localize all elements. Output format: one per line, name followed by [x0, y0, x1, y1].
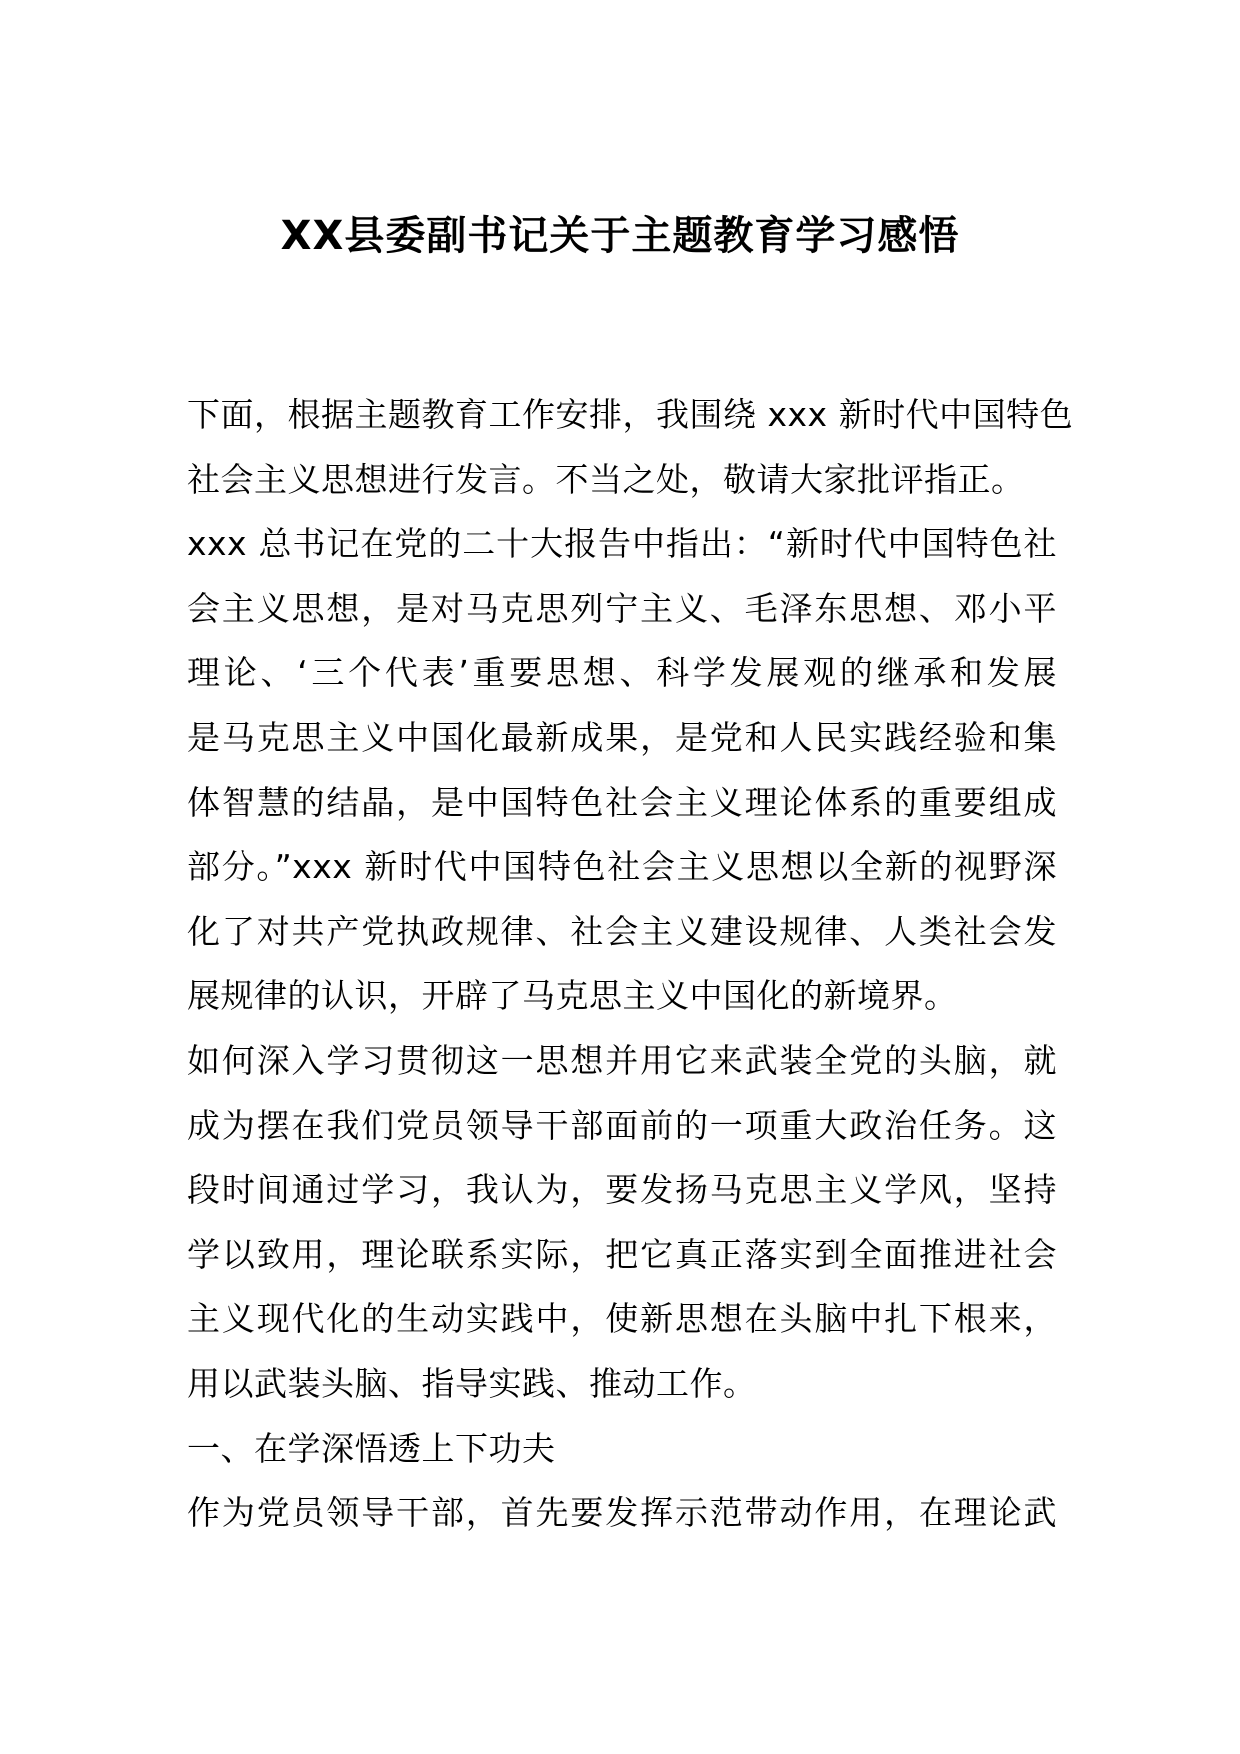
body-line: xxx 总书记在党的二十大报告中指出：“新时代中国特色社 — [187, 524, 1057, 564]
body-line: 理论、‘三个代表’重要思想、科学发展观的继承和发展 — [187, 653, 1057, 693]
document-body — [187, 383, 1074, 1546]
body-line: 如何深入学习贯彻这一思想并用它来武装全党的头脑，就 — [187, 1040, 1057, 1080]
body-line: 会主义思想，是对马克思列宁主义、毛泽东思想、邓小平 — [187, 588, 1057, 628]
body-line: 成为摆在我们党员领导干部面前的一项重大政治任务。这 — [187, 1105, 1057, 1145]
section-heading: 一、在学深悟透上下功夫 — [187, 1428, 556, 1468]
document-title: XX县委副书记关于主题教育学习感悟 — [280, 213, 960, 259]
body-line: 展规律的认识，开辟了马克思主义中国化的新境界。 — [187, 976, 958, 1016]
body-line: 作为党员领导干部，首先要发挥示范带动作用，在理论武 — [187, 1493, 1057, 1533]
body-line: 主义现代化的生动实践中，使新思想在头脑中扎下根来， — [187, 1299, 1057, 1339]
body-line: 化了对共产党执政规律、社会主义建设规律、人类社会发 — [187, 911, 1057, 951]
body-line: 段时间通过学习，我认为，要发扬马克思主义学风，坚持 — [187, 1170, 1057, 1210]
body-line: 用以武装头脑、指导实践、推动工作。 — [187, 1363, 757, 1403]
body-line: 社会主义思想进行发言。不当之处，敬请大家批评指正。 — [187, 459, 1025, 499]
body-line: 学以致用，理论联系实际，把它真正落实到全面推进社会 — [187, 1234, 1057, 1274]
body-line: 体智慧的结晶，是中国特色社会主义理论体系的重要组成 — [187, 782, 1057, 822]
body-line: 是马克思主义中国化最新成果，是党和人民实践经验和集 — [187, 717, 1057, 757]
body-line: 下面，根据主题教育工作安排，我围绕 xxx 新时代中国特色 — [187, 395, 1074, 434]
body-line: 部分。”xxx 新时代中国特色社会主义思想以全新的视野深 — [187, 847, 1057, 887]
